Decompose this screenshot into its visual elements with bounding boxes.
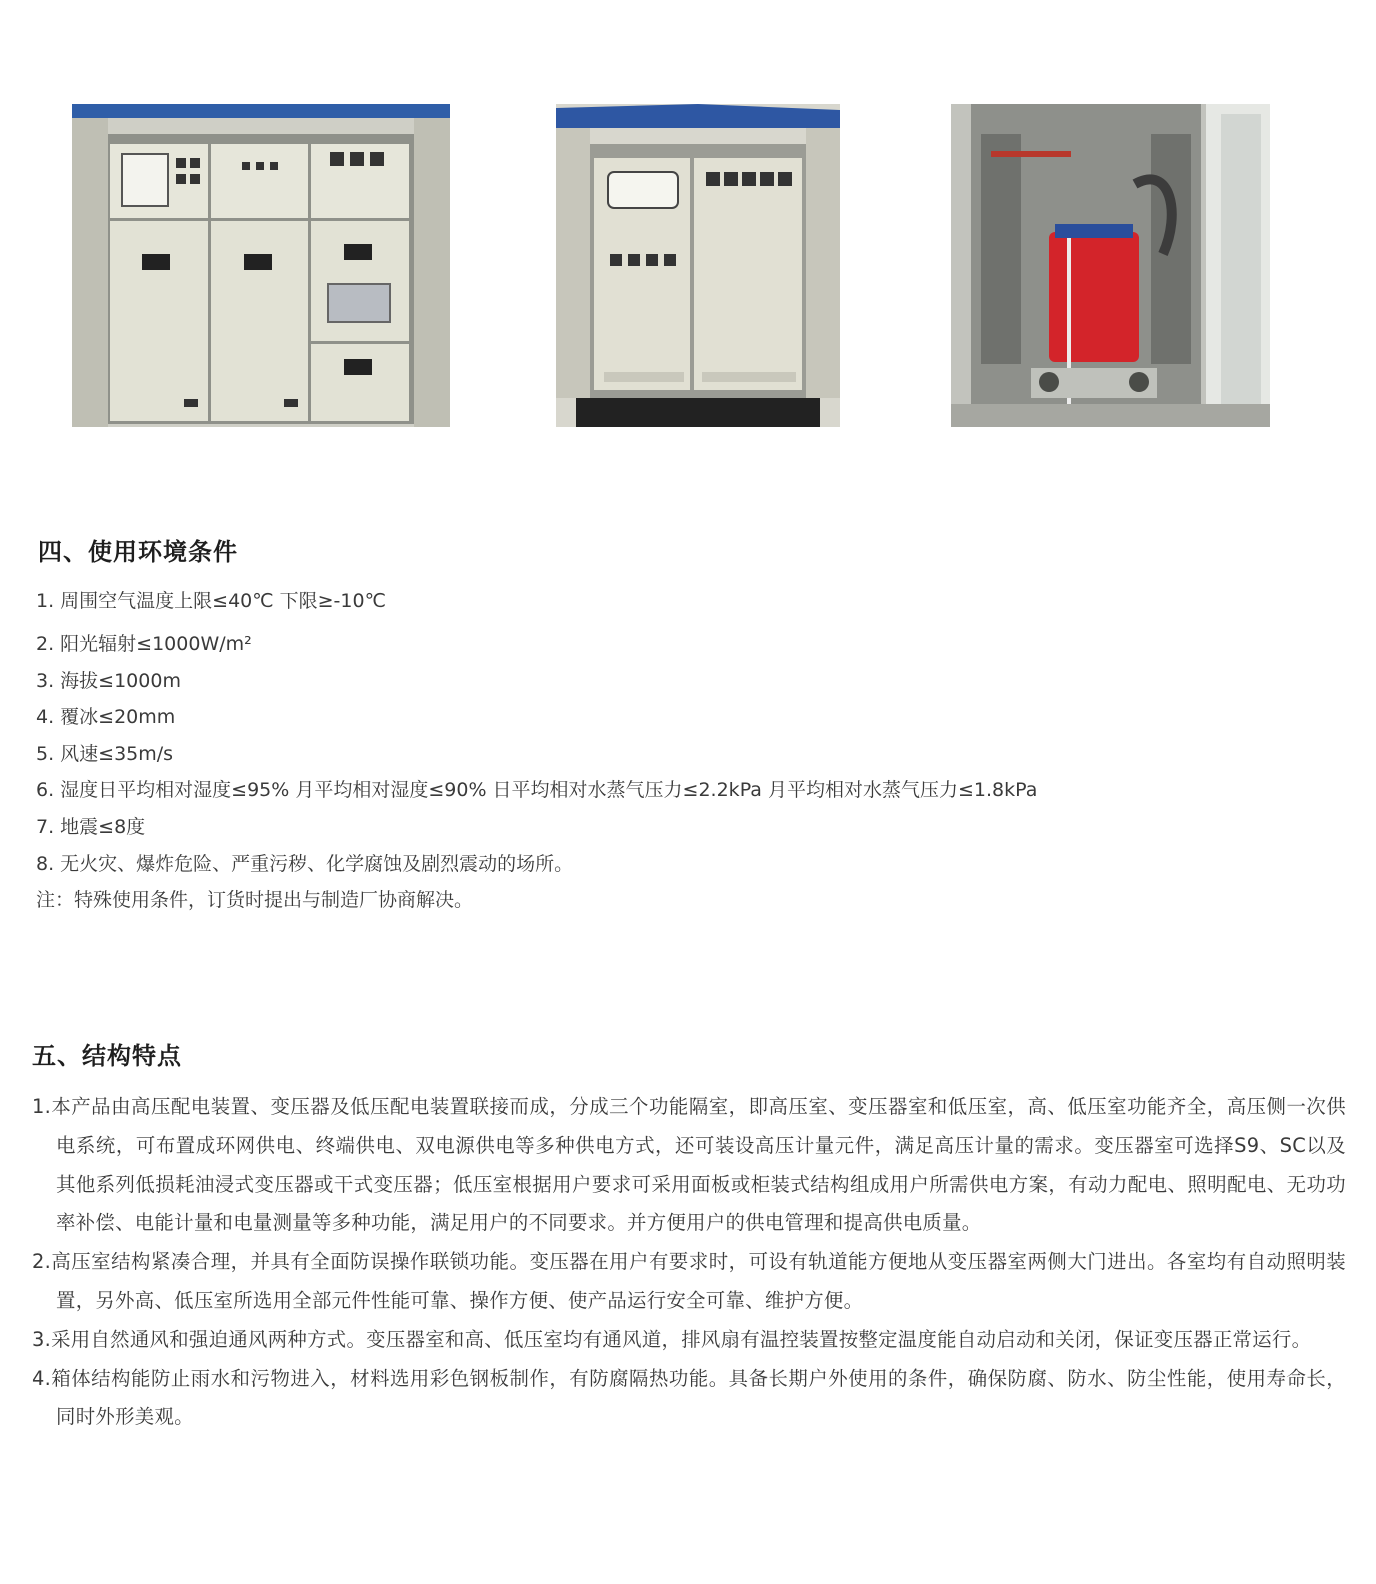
environment-conditions-list	[36, 586, 1037, 922]
section-5-heading: 五、结构特点	[32, 1042, 182, 1070]
transformer-photo-icon	[951, 104, 1270, 427]
list-item: 6. 湿度日平均相对湿度≤95% 月平均相对湿度≤90% 日平均相对水蒸气压力≤2.2kPa 月平均相对水蒸气压力≤1.8kPa	[36, 779, 1038, 802]
list-item: 4.箱体结构能防止雨水和污物进入，材料选用彩色钢板制作，有防腐隔热功能。具备长期户外使用的条件，确保防腐、防水、防尘性能，使用寿命长，同时外形美观。	[32, 1366, 1346, 1429]
section-4-heading: 四、使用环境条件	[38, 538, 238, 566]
list-item: 1. 周围空气温度上限≤40℃ 下限≥-10℃	[36, 590, 386, 612]
high-voltage-switchgear-photo	[72, 104, 450, 427]
distribution-photo-icon	[556, 104, 840, 427]
structure-features-list	[32, 1088, 1346, 1437]
note-item: 注：特殊使用条件，订货时提出与制造厂协商解决。	[36, 889, 474, 912]
list-item: 4. 覆冰≤20mm	[36, 706, 176, 729]
switchgear-photo-icon	[72, 104, 450, 427]
list-item: 5. 风速≤35m/s	[36, 742, 174, 765]
list-item: 3. 海拔≤1000m	[36, 669, 181, 692]
list-item: 2.高压室结构紧凑合理，并具有全面防误操作联锁功能。变压器在用户有要求时，可设有轨道能方便地从变压器室两侧大门进出。各室均有自动照明装置，另外高、低压室所选用全部元件性能可靠、操作方便、使产品运行安全可靠、维护方便。	[32, 1250, 1346, 1312]
list-item: 8. 无火灾、爆炸危险、严重污秽、化学腐蚀及剧烈震动的场所。	[36, 852, 574, 875]
list-item: 1.本产品由高压配电装置、变压器及低压配电装置联接而成，分成三个功能隔室，即高压室、变压器室和低压室，高、低压室功能齐全，高压侧一次供电系统，可布置成环网供电、终端供电、双电源供电等多种供电方式，还可装设高压计量元件，满足高压计量的需求。变压器室可选择S9、SC以及其他系列低损耗油浸式变压器或干式变压器；低压室根据用户要求可采用面板或柜装式结构组成用户所需供电方案，有动力配电、照明配电、无功功率补偿、电能计量和电量测量等多种功能，满足用户的不同要求。并方便用户的供电管理和提高供电质量。	[32, 1095, 1346, 1235]
list-item: 7. 地震≤8度	[36, 815, 146, 838]
low-voltage-cabinet-photo	[556, 104, 840, 427]
list-item: 3.采用自然通风和强迫通风两种方式。变压器室和高、低压室均有通风道，排风扇有温控装置按整定温度能自动启动和关闭，保证变压器正常运行。	[32, 1327, 1312, 1351]
transformer-compartment-photo	[951, 104, 1270, 427]
list-item: 2. 阳光辐射≤1000W/m²	[36, 633, 252, 655]
